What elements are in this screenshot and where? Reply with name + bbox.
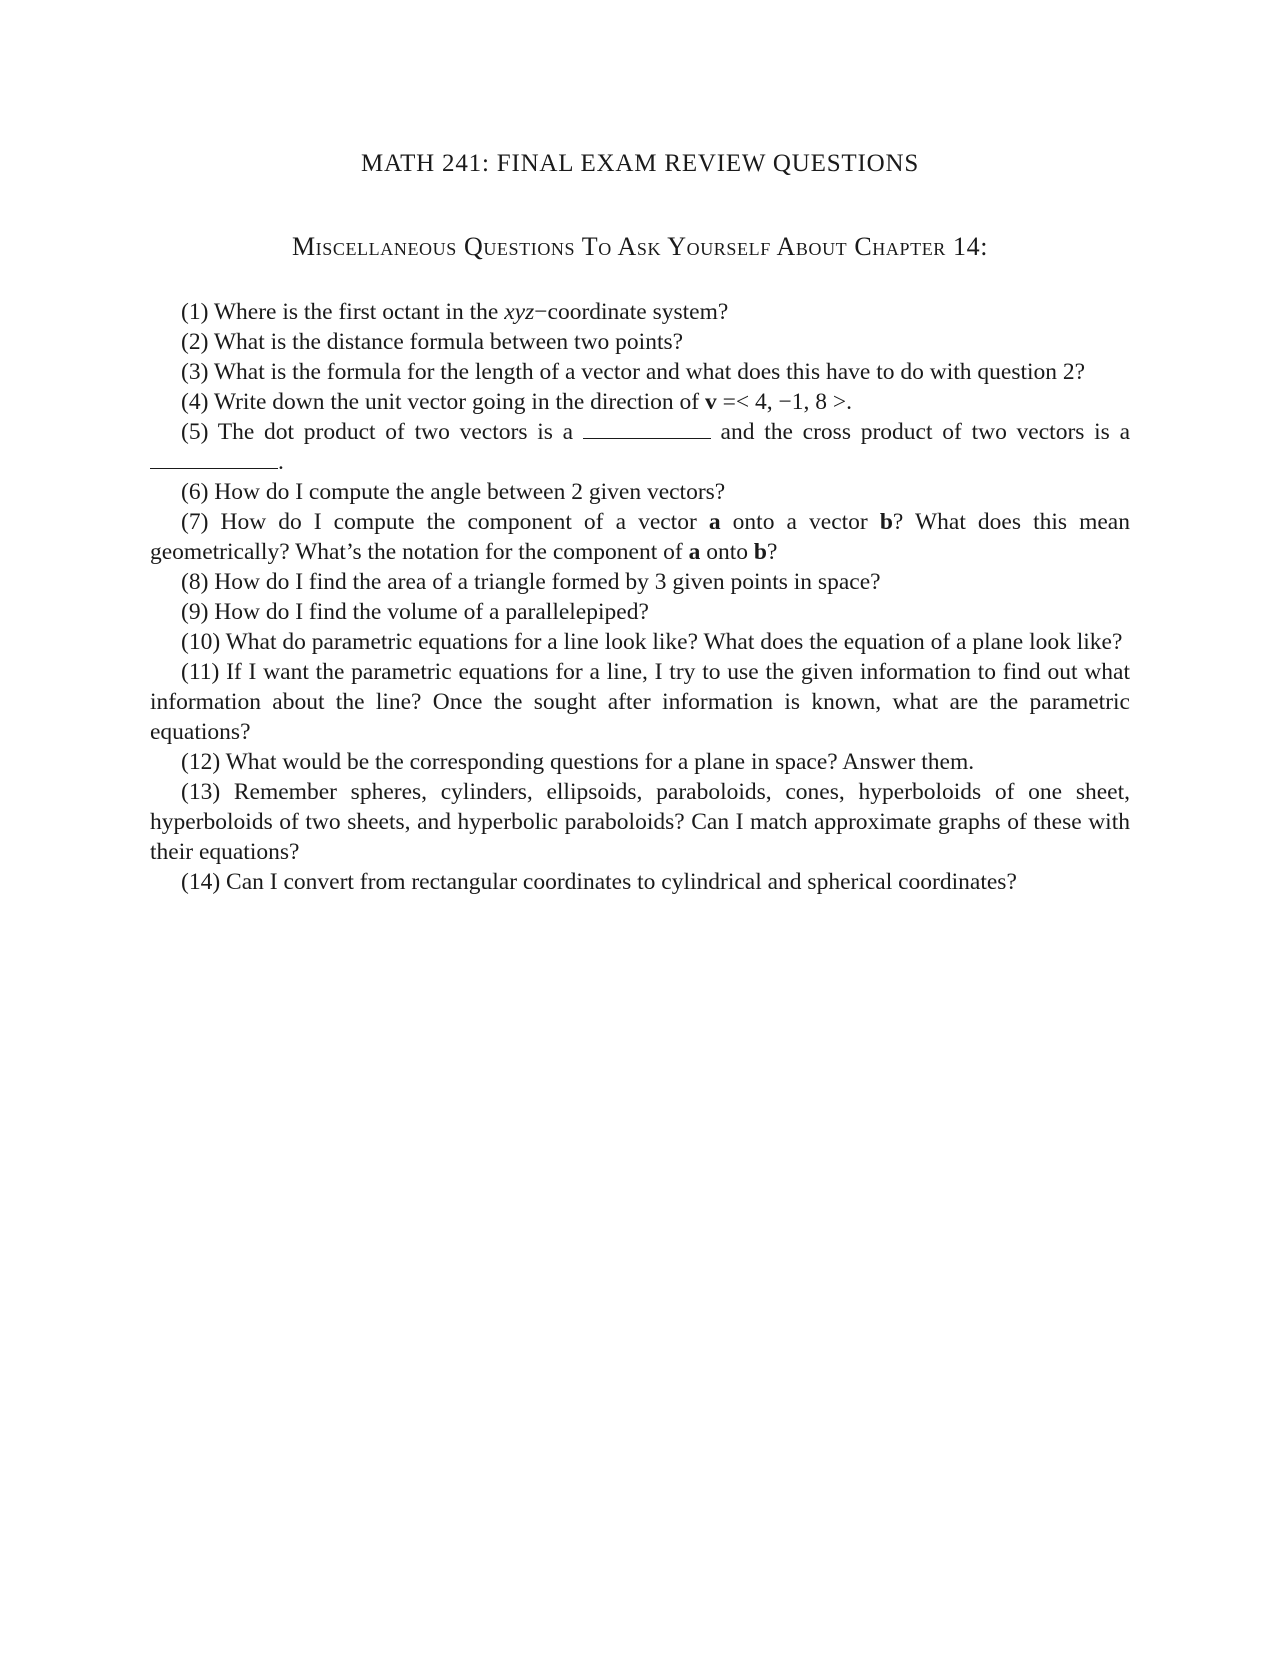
question-3: (3) What is the formula for the length of a vector and what does this have to do with question 2? bbox=[181, 359, 1086, 385]
vector-symbol: a bbox=[708, 509, 721, 535]
fill-in-blank bbox=[150, 450, 278, 469]
math-variable: xyz bbox=[504, 299, 535, 325]
fill-in-blank bbox=[583, 420, 711, 439]
question-2: (2) What is the distance formula between two points? bbox=[181, 329, 684, 355]
question-14: (14) Can I convert from rectangular coordinates to cylindrical and spherical coordinates? bbox=[181, 869, 1017, 895]
question-6: (6) How do I compute the angle between 2 given vectors? bbox=[181, 479, 726, 505]
question-12: (12) What would be the corresponding questions for a plane in space? Answer them. bbox=[181, 749, 975, 775]
question-5: (5) The dot product of two vectors is a and the cross product of two vectors is a . bbox=[150, 417, 1130, 477]
question-10: (10) What do parametric equations for a line look like? What does the equation of a plane look like? bbox=[181, 629, 1123, 655]
vector-symbol: a bbox=[688, 539, 701, 565]
question-1: (1) Where is the first octant in the xyz−coordinate system? bbox=[181, 299, 729, 325]
vector-symbol: b bbox=[879, 509, 893, 535]
question-4: (4) Write down the unit vector going in the direction of v =< 4, −1, 8 >. bbox=[181, 389, 852, 415]
vector-symbol: v bbox=[704, 389, 717, 415]
page-title: MATH 241: FINAL EXAM REVIEW QUESTIONS bbox=[360, 150, 920, 177]
question-9: (9) How do I find the volume of a parallelepiped? bbox=[181, 599, 649, 625]
question-7: (7) How do I compute the component of a vector a onto a vector b? What does this mean geometrically? What’s the notation for the component of a onto b? bbox=[150, 509, 1130, 565]
question-11: (11) If I want the parametric equations for a line, I try to use the given information to find out what information about the line? Once the sought after information is known, what are the parametric equations? bbox=[150, 659, 1130, 745]
section-heading: Miscellaneous Questions To Ask Yourself About Chapter 14: bbox=[291, 232, 989, 261]
question-8: (8) How do I find the area of a triangle formed by 3 given points in space? bbox=[181, 569, 881, 595]
question-13: (13) Remember spheres, cylinders, ellipsoids, paraboloids, cones, hyperboloids of one sheet, hyperboloids of two sheets, and hyperbolic paraboloids? Can I match approximate graphs of these with their equations? bbox=[150, 779, 1130, 865]
question-list bbox=[150, 297, 1130, 897]
vector-symbol: b bbox=[753, 539, 767, 565]
